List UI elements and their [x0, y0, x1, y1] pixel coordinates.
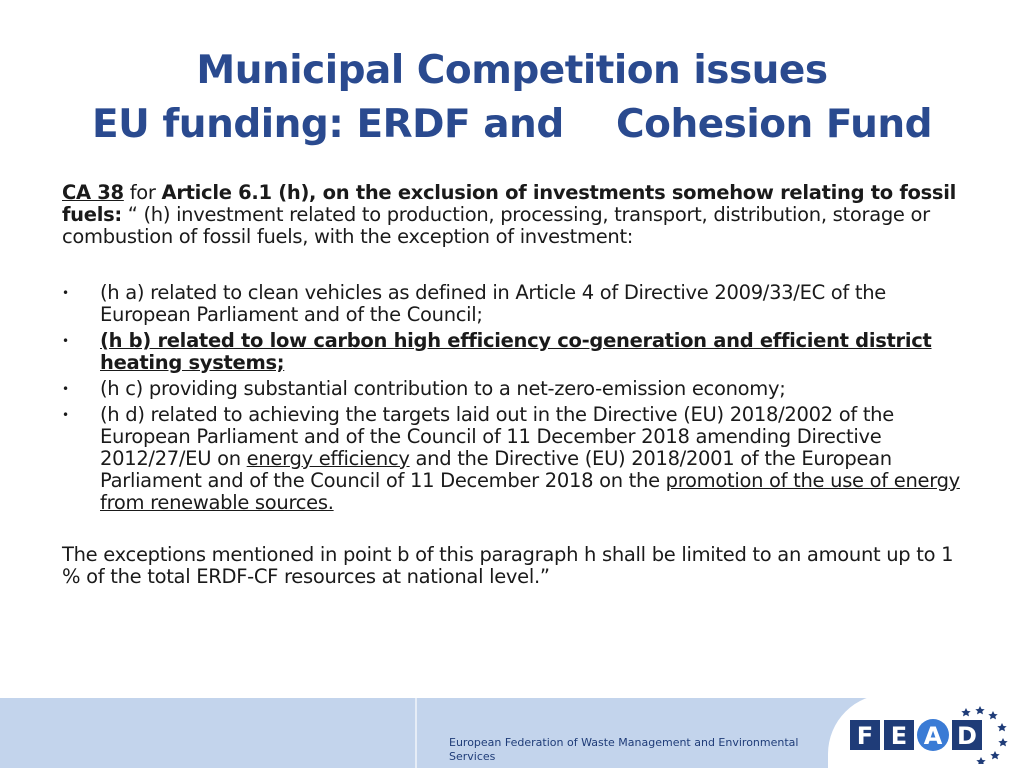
intro-text: “ (h) investment related to production, processing, transport, distribution, storage or combustion of fossil fuels, with the exception of investment: — [62, 203, 930, 248]
energy-efficiency-link[interactable]: energy efficiency — [246, 447, 410, 470]
intro-paragraph — [62, 182, 962, 248]
logo-letter-boxes — [850, 719, 982, 751]
closing-paragraph: The exceptions mentioned in point b of this paragraph h shall be limited to an amount up to 1 % of the total ERDF-CF resources at national level.” — [62, 543, 954, 588]
list-item-hc — [62, 378, 962, 400]
list-item-ha — [62, 282, 962, 326]
bullet-icon: • — [62, 408, 69, 422]
title-line-2: EU funding: ERDF and Cohesion Fund — [91, 102, 933, 147]
fead-logo — [846, 702, 1016, 764]
list-item-hd — [62, 404, 962, 514]
logo-letter-a: A — [923, 722, 943, 750]
logo-letter-e: E — [890, 722, 908, 750]
ca-reference: CA 38 — [62, 181, 124, 204]
logo-letter-f: F — [856, 722, 874, 750]
for-word: for — [123, 181, 162, 204]
title-line-1: Municipal Competition issues — [196, 48, 828, 93]
exception-list — [62, 282, 962, 514]
renewable-sources-link[interactable]: promotion of the use of energy from renewable sources. — [100, 469, 960, 514]
article-heading: Article 6.1 (h), on the exclusion of investments somehow relating to fossil fuels: — [62, 181, 956, 226]
footer-divider — [415, 698, 417, 768]
bullet-icon: • — [62, 334, 69, 348]
bullet-icon: • — [62, 382, 69, 396]
slide-title — [0, 44, 1024, 152]
item-hd-text-2: and the Directive (EU) 2018/2001 of the European Parliament and of the Council of 11 December 2018 on the — [100, 447, 892, 492]
item-ha-text: (h a) related to clean vehicles as defined in Article 4 of Directive 2009/33/EC of the European Parliament and of the Council; — [100, 281, 886, 326]
logo-letter-d: D — [957, 722, 977, 750]
footer-organisation: European Federation of Waste Management and Environmental Services — [449, 736, 799, 763]
item-hb-text: (h b) related to low carbon high efficiency co-generation and efficient district heating systems; — [100, 329, 932, 374]
list-item-hb — [62, 330, 962, 374]
logo-panel — [828, 694, 1024, 768]
slide-body — [62, 182, 962, 588]
item-hd-text-1: (h d) related to achieving the targets laid out in the Directive (EU) 2018/2002 of the European Parliament and of the Council of 11 December 2018 amending Directive 2012/27/EU on — [100, 403, 894, 470]
item-hc-text: (h c) providing substantial contribution to a net-zero-emission economy; — [100, 377, 786, 400]
bullet-icon: • — [62, 286, 69, 300]
